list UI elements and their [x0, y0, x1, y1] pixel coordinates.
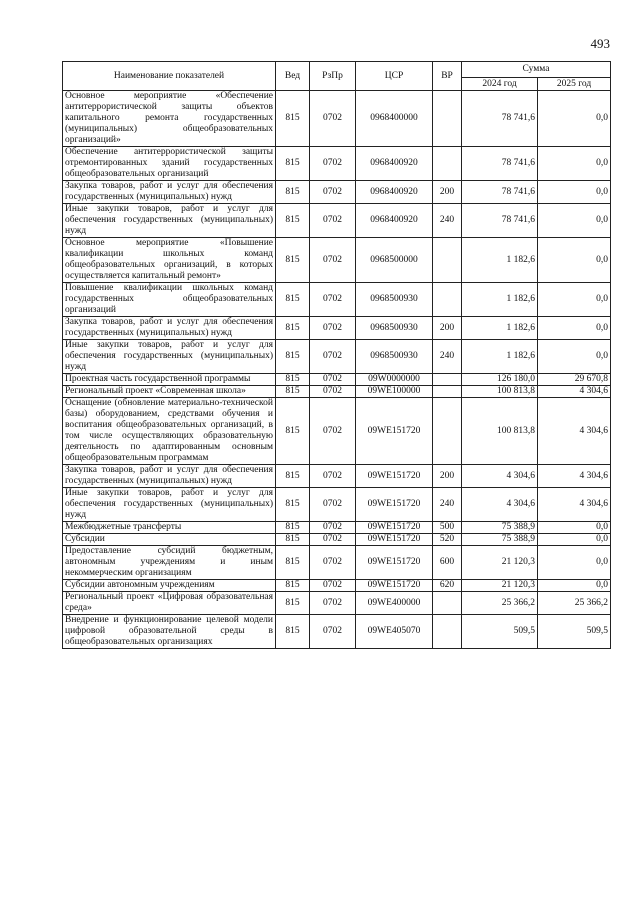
cell-y2025: 0,0 — [538, 317, 611, 340]
cell-ved: 815 — [276, 91, 310, 147]
table-row — [63, 91, 611, 147]
cell-y2024: 509,5 — [462, 615, 538, 649]
cell-name: Иные закупки товаров, работ и услуг для обеспечения государственных (муниципальных) нужд — [63, 204, 276, 238]
cell-y2025: 4 304,6 — [538, 488, 611, 522]
cell-rzpr: 0702 — [310, 488, 356, 522]
header-rzpr: РзПр — [310, 62, 356, 91]
cell-ved: 815 — [276, 592, 310, 615]
cell-rzpr: 0702 — [310, 374, 356, 386]
table-body — [63, 91, 611, 649]
table-row — [63, 615, 611, 649]
cell-rzpr: 0702 — [310, 465, 356, 488]
cell-y2025: 0,0 — [538, 204, 611, 238]
table-row — [63, 580, 611, 592]
cell-ved: 815 — [276, 615, 310, 649]
cell-y2024: 1 182,6 — [462, 340, 538, 374]
cell-csr: 0968500930 — [356, 317, 433, 340]
cell-y2024: 78 741,6 — [462, 204, 538, 238]
cell-vr: 200 — [433, 465, 462, 488]
cell-rzpr: 0702 — [310, 147, 356, 181]
cell-ved: 815 — [276, 522, 310, 534]
cell-name: Закупка товаров, работ и услуг для обеспечения государственных (муниципальных) нужд — [63, 465, 276, 488]
cell-ved: 815 — [276, 580, 310, 592]
cell-y2024: 75 388,9 — [462, 522, 538, 534]
cell-rzpr: 0702 — [310, 615, 356, 649]
table-row — [63, 317, 611, 340]
cell-csr: 09WE151720 — [356, 522, 433, 534]
header-name: Наименование показателей — [63, 62, 276, 91]
cell-vr: 200 — [433, 317, 462, 340]
cell-y2024: 21 120,3 — [462, 546, 538, 580]
cell-rzpr: 0702 — [310, 181, 356, 204]
cell-ved: 815 — [276, 204, 310, 238]
cell-y2025: 0,0 — [538, 546, 611, 580]
cell-name: Основное мероприятие «Повышение квалификации школьных команд общеобразовательных организаций, в которых осуществляется капитальный ремонт» — [63, 238, 276, 283]
cell-vr: 620 — [433, 580, 462, 592]
table-row — [63, 374, 611, 386]
table-row — [63, 238, 611, 283]
header-2025: 2025 год — [538, 78, 611, 91]
cell-ved: 815 — [276, 181, 310, 204]
cell-rzpr: 0702 — [310, 522, 356, 534]
cell-vr: 240 — [433, 204, 462, 238]
table-row — [63, 398, 611, 465]
header-vr: ВР — [433, 62, 462, 91]
cell-csr: 09WE151720 — [356, 488, 433, 522]
cell-y2025: 0,0 — [538, 147, 611, 181]
cell-y2025: 0,0 — [538, 283, 611, 317]
cell-y2025: 0,0 — [538, 340, 611, 374]
cell-csr: 0968400920 — [356, 147, 433, 181]
cell-y2024: 1 182,6 — [462, 317, 538, 340]
cell-csr: 09W0000000 — [356, 374, 433, 386]
cell-rzpr: 0702 — [310, 91, 356, 147]
cell-y2025: 25 366,2 — [538, 592, 611, 615]
cell-csr: 09WE151720 — [356, 534, 433, 546]
cell-rzpr: 0702 — [310, 580, 356, 592]
cell-name: Внедрение и функционирование целевой модели цифровой образовательной среды в общеобразовательных организациях — [63, 615, 276, 649]
cell-name: Проектная часть государственной программы — [63, 374, 276, 386]
cell-y2024: 4 304,6 — [462, 488, 538, 522]
cell-rzpr: 0702 — [310, 534, 356, 546]
cell-y2025: 4 304,6 — [538, 398, 611, 465]
table-row — [63, 488, 611, 522]
cell-name: Закупка товаров, работ и услуг для обеспечения государственных (муниципальных) нужд — [63, 181, 276, 204]
cell-vr: 500 — [433, 522, 462, 534]
budget-table — [62, 61, 611, 649]
cell-name: Основное мероприятие «Обеспечение антитеррористической защиты объектов капитального ремонта государственных (муниципальных) общеобразовательных организаций» — [63, 91, 276, 147]
page-number: 493 — [590, 36, 610, 51]
cell-vr — [433, 283, 462, 317]
cell-y2025: 0,0 — [538, 522, 611, 534]
cell-ved: 815 — [276, 546, 310, 580]
cell-y2024: 78 741,6 — [462, 181, 538, 204]
cell-csr: 09WE151720 — [356, 580, 433, 592]
cell-rzpr: 0702 — [310, 546, 356, 580]
cell-y2025: 0,0 — [538, 580, 611, 592]
cell-rzpr: 0702 — [310, 238, 356, 283]
table-row — [63, 465, 611, 488]
cell-csr: 0968400920 — [356, 204, 433, 238]
cell-y2024: 75 388,9 — [462, 534, 538, 546]
table-row — [63, 181, 611, 204]
cell-vr — [433, 147, 462, 181]
cell-name: Предоставление субсидий бюджетным, автономным учреждениям и иным некоммерческим организациям — [63, 546, 276, 580]
cell-vr — [433, 91, 462, 147]
table-row — [63, 283, 611, 317]
table-row — [63, 386, 611, 398]
cell-rzpr: 0702 — [310, 386, 356, 398]
cell-vr: 600 — [433, 546, 462, 580]
cell-ved: 815 — [276, 317, 310, 340]
cell-name: Иные закупки товаров, работ и услуг для обеспечения государственных (муниципальных) нужд — [63, 340, 276, 374]
cell-y2024: 4 304,6 — [462, 465, 538, 488]
header-sum: Сумма — [462, 62, 611, 78]
cell-y2024: 78 741,6 — [462, 91, 538, 147]
cell-rzpr: 0702 — [310, 317, 356, 340]
cell-ved: 815 — [276, 340, 310, 374]
cell-vr: 240 — [433, 488, 462, 522]
cell-name: Региональный проект «Современная школа» — [63, 386, 276, 398]
cell-vr: 520 — [433, 534, 462, 546]
cell-name: Оснащение (обновление материально-технической базы) оборудованием, средствами обучения и воспитания общеобразовательных организаций, в том числе осуществляющих образовательную деятельность по адаптированным основным общеобразовательным программам — [63, 398, 276, 465]
cell-y2025: 0,0 — [538, 238, 611, 283]
cell-y2025: 0,0 — [538, 181, 611, 204]
header-ved: Вед — [276, 62, 310, 91]
cell-y2024: 126 180,0 — [462, 374, 538, 386]
cell-rzpr: 0702 — [310, 340, 356, 374]
cell-ved: 815 — [276, 283, 310, 317]
cell-y2025: 4 304,6 — [538, 465, 611, 488]
cell-vr — [433, 238, 462, 283]
cell-csr: 0968500000 — [356, 238, 433, 283]
cell-ved: 815 — [276, 534, 310, 546]
cell-y2024: 100 813,8 — [462, 386, 538, 398]
cell-y2024: 21 120,3 — [462, 580, 538, 592]
table-row — [63, 546, 611, 580]
cell-ved: 815 — [276, 398, 310, 465]
cell-name: Закупка товаров, работ и услуг для обеспечения государственных (муниципальных) нужд — [63, 317, 276, 340]
cell-name: Субсидии — [63, 534, 276, 546]
cell-csr: 09WE151720 — [356, 546, 433, 580]
cell-rzpr: 0702 — [310, 204, 356, 238]
cell-name: Межбюджетные трансферты — [63, 522, 276, 534]
cell-ved: 815 — [276, 386, 310, 398]
cell-ved: 815 — [276, 147, 310, 181]
table-row — [63, 592, 611, 615]
cell-vr — [433, 386, 462, 398]
table-row — [63, 204, 611, 238]
cell-vr — [433, 592, 462, 615]
cell-rzpr: 0702 — [310, 592, 356, 615]
cell-y2025: 0,0 — [538, 91, 611, 147]
cell-vr — [433, 615, 462, 649]
cell-vr — [433, 374, 462, 386]
cell-y2025: 4 304,6 — [538, 386, 611, 398]
cell-csr: 09WE400000 — [356, 592, 433, 615]
cell-csr: 0968500930 — [356, 283, 433, 317]
cell-csr: 0968400920 — [356, 181, 433, 204]
table-header-row — [63, 62, 611, 78]
cell-y2024: 78 741,6 — [462, 147, 538, 181]
cell-ved: 815 — [276, 238, 310, 283]
cell-ved: 815 — [276, 488, 310, 522]
cell-name: Повышение квалификации школьных команд государственных общеобразовательных организаций — [63, 283, 276, 317]
cell-csr: 09WE151720 — [356, 465, 433, 488]
header-2024: 2024 год — [462, 78, 538, 91]
table-row — [63, 340, 611, 374]
header-csr: ЦСР — [356, 62, 433, 91]
cell-csr: 09WE100000 — [356, 386, 433, 398]
cell-y2024: 1 182,6 — [462, 283, 538, 317]
cell-ved: 815 — [276, 374, 310, 386]
table-row — [63, 522, 611, 534]
cell-rzpr: 0702 — [310, 283, 356, 317]
cell-y2024: 25 366,2 — [462, 592, 538, 615]
cell-vr: 200 — [433, 181, 462, 204]
cell-vr — [433, 398, 462, 465]
table-row — [63, 147, 611, 181]
cell-y2024: 100 813,8 — [462, 398, 538, 465]
cell-y2025: 0,0 — [538, 534, 611, 546]
cell-csr: 0968500930 — [356, 340, 433, 374]
cell-csr: 09WE151720 — [356, 398, 433, 465]
cell-y2025: 29 670,8 — [538, 374, 611, 386]
cell-name: Обеспечение антитеррористической защиты отремонтированных зданий государственных общеобразовательных организаций — [63, 147, 276, 181]
cell-name: Субсидии автономным учреждениям — [63, 580, 276, 592]
cell-csr: 09WE405070 — [356, 615, 433, 649]
cell-rzpr: 0702 — [310, 398, 356, 465]
cell-ved: 815 — [276, 465, 310, 488]
cell-y2025: 509,5 — [538, 615, 611, 649]
table-row — [63, 534, 611, 546]
cell-csr: 0968400000 — [356, 91, 433, 147]
cell-name: Региональный проект «Цифровая образовательная среда» — [63, 592, 276, 615]
cell-vr: 240 — [433, 340, 462, 374]
cell-y2024: 1 182,6 — [462, 238, 538, 283]
cell-name: Иные закупки товаров, работ и услуг для обеспечения государственных (муниципальных) нужд — [63, 488, 276, 522]
